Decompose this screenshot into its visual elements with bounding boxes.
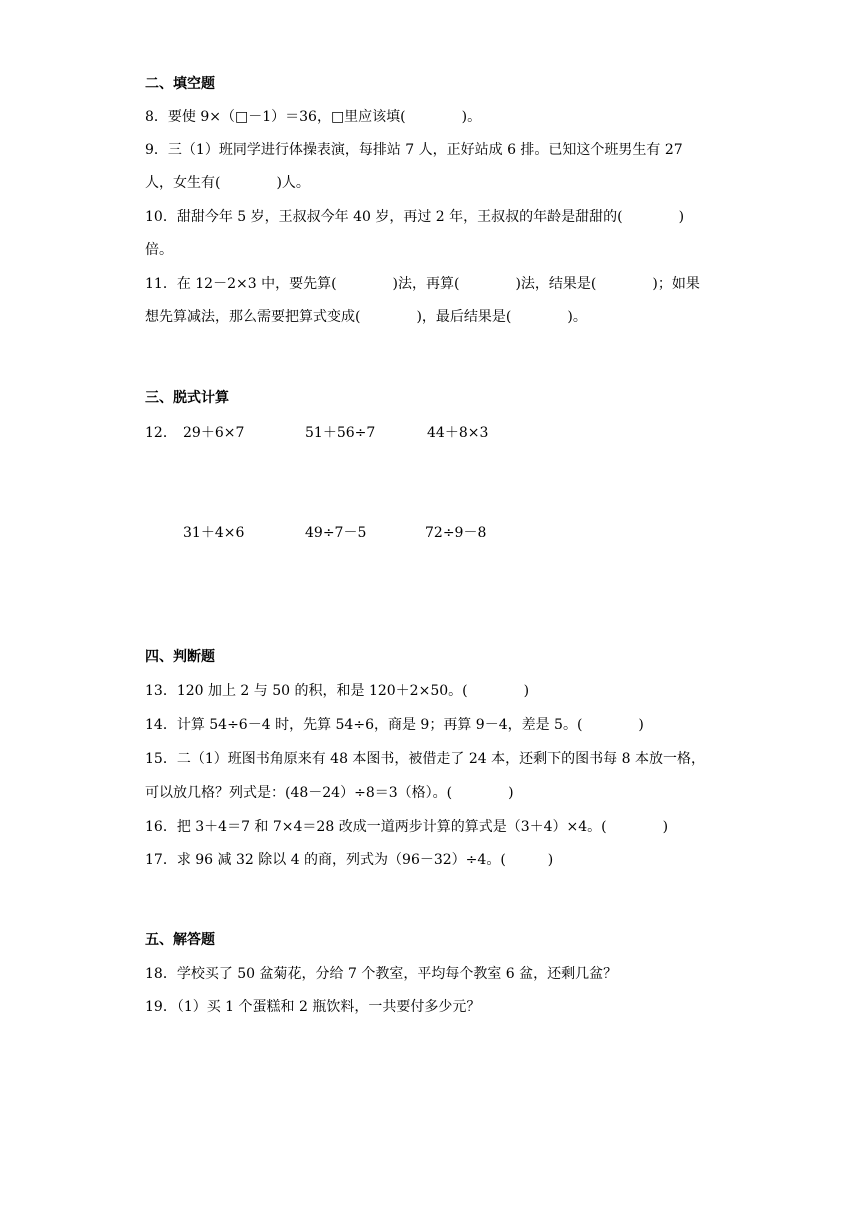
question-8: 8．要使 9×（□－1）＝36，□里应该填( )。 [145, 109, 482, 125]
calc-item-5: 49÷7－5 [305, 525, 367, 541]
question-15-line-1: 15．二（1）班图书角原来有 48 本图书，被借走了 24 本，还剩下的图书每 8 本放一格， [145, 751, 705, 767]
question-13: 13．120 加上 2 与 50 的积，和是 120＋2×50。( ) [145, 683, 530, 699]
question-11-line-2: 想先算减法，那么需要把算式变成( )，最后结果是( )。 [145, 309, 587, 325]
question-19: 19．（1）买 1 个蛋糕和 2 瓶饮料，一共要付多少元？ [145, 999, 481, 1015]
question-15-line-2: 可以放几格？列式是：(48－24）÷8＝3（格）。( ) [145, 785, 514, 801]
question-14: 14．计算 54÷6－4 时，先算 54÷6，商是 9；再算 9－4，差是 5。( ) [145, 717, 644, 733]
question-9-line-2: 人，女生有( )人。 [145, 175, 310, 191]
question-17: 17．求 96 减 32 除以 4 的商，列式为（96－32）÷4。( ) [145, 852, 554, 868]
question-9-line-1: 9．三（1）班同学进行体操表演，每排站 7 人，正好站成 6 排。已知这个班男生有 27 [145, 142, 683, 158]
calc-item-4: 31＋4×6 [183, 525, 245, 541]
calc-item-3: 44＋8×3 [427, 425, 489, 441]
calc-item-2: 51＋56÷7 [305, 425, 376, 441]
section-title-judgement: 四、判断题 [145, 649, 215, 665]
question-18: 18．学校买了 50 盆菊花，分给 7 个教室，平均每个教室 6 盆，还剩几盆？ [145, 966, 618, 982]
question-10-line-1: 10．甜甜今年 5 岁，王叔叔今年 40 岁，再过 2 年，王叔叔的年龄是甜甜的( ) [145, 209, 685, 225]
question-16: 16．把 3＋4＝7 和 7×4＝28 改成一道两步计算的算式是（3＋4）×4。( ) [145, 819, 669, 835]
question-12-label: 12． [145, 425, 177, 441]
calc-item-6: 72÷9－8 [425, 525, 487, 541]
section-title-fill-blank: 二、填空题 [145, 76, 215, 92]
question-10-line-2: 倍。 [145, 242, 173, 258]
section-title-calculation: 三、脱式计算 [145, 390, 229, 406]
section-title-answer: 五、解答题 [145, 932, 215, 948]
question-11-line-1: 11．在 12－2×3 中，要先算( )法，再算( )法，结果是( )；如果 [145, 276, 700, 292]
calc-item-1: 29＋6×7 [183, 425, 245, 441]
